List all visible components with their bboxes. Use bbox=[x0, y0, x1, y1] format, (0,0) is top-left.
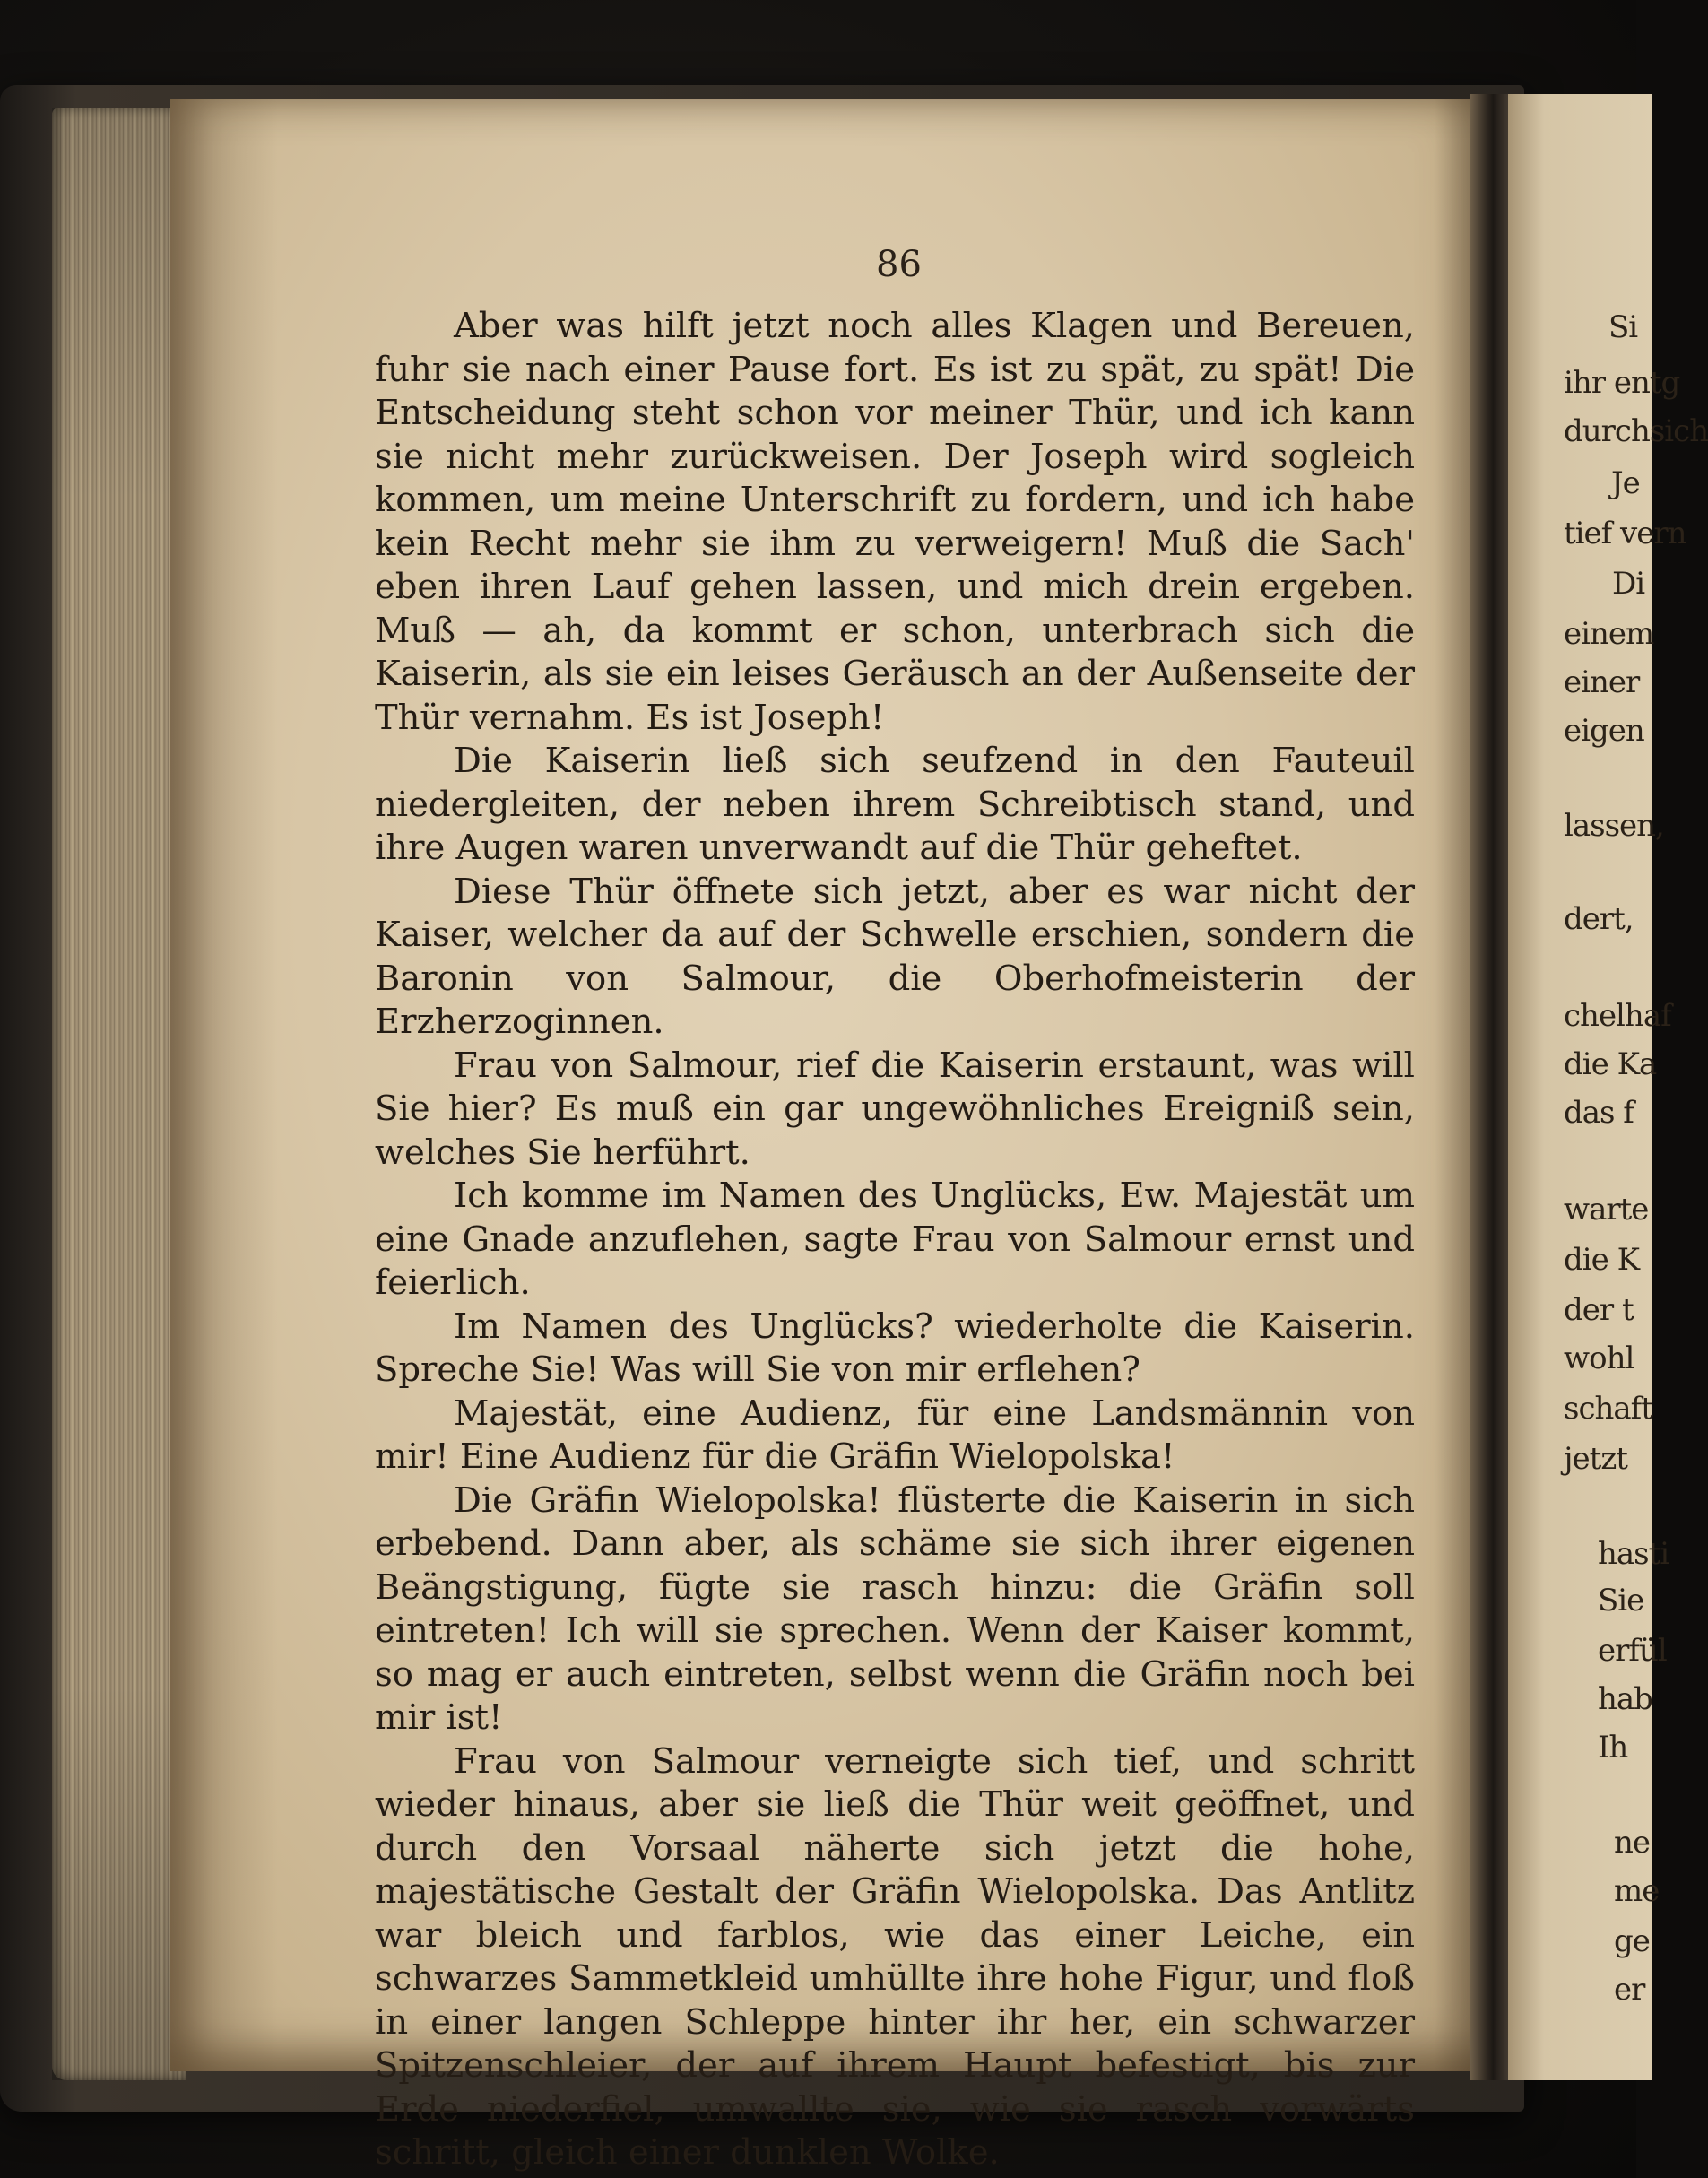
page-edges bbox=[52, 108, 186, 2080]
facing-page-fragment: er bbox=[1614, 1972, 1645, 2008]
facing-page-fragment: einer bbox=[1564, 664, 1640, 700]
facing-page-fragment: Je bbox=[1611, 465, 1640, 501]
facing-page-fragment: chelhaf bbox=[1564, 998, 1671, 1034]
facing-page-fragment: einem bbox=[1564, 616, 1654, 652]
paragraph: Die Gräfin Wielopolska! flüsterte die Kaiserin in sich erbebend. Dann aber, als schäme sie sich ihrer eigenen Beängstigung, fügte sie rasch hinzu: die Gräfin soll eintreten! Ich will sie sprechen. Wenn der Kaiser kommt, so mag er auch eintreten, selbst wenn die Gräfin noch bei mir ist! bbox=[375, 1479, 1415, 1738]
facing-page-fragment: ihr entg bbox=[1564, 365, 1680, 401]
facing-page-fragment: erfül bbox=[1598, 1633, 1667, 1669]
paragraph: Aber was hilft jetzt noch alles Klagen und Bereuen, fuhr sie nach einer Pause fort. Es ist zu spät, zu spät! Die Entscheidung steht schon vor meiner Thür, und ich kann sie nicht mehr zurückweisen. Der Joseph wird sogleich kommen, um meine Unterschrift zu fordern, und ich habe kein Recht mehr sie ihm zu verweigern! Muß die Sach' eben ihren Lauf gehen lassen, und mich drein ergeben. Muß — ah, da kommt er schon, unterbrach sich die Kaiserin, als sie ein leises Geräusch an der Außenseite der Thür vernahm. Es ist Joseph! bbox=[375, 306, 1415, 738]
facing-page-fragment: die K bbox=[1564, 1242, 1639, 1278]
facing-page-fragment: Sie bbox=[1598, 1583, 1644, 1618]
facing-page-fragment: hasti bbox=[1598, 1536, 1669, 1572]
paragraph: Ich komme im Namen des Unglücks, Ew. Majestät um eine Gnade anzuflehen, sagte Frau von Salmour ernst und feierlich. bbox=[375, 1176, 1415, 1303]
page-body-text bbox=[375, 305, 1415, 2175]
facing-page-fragment: durchsich bbox=[1564, 413, 1708, 449]
paragraph: Frau von Salmour verneigte sich tief, und schritt wieder hinaus, aber sie ließ die Thür weit geöffnet, und durch den Vorsaal näherte sich jetzt die hohe, majestätische Gestalt der Gräfin Wielopolska. Das Antlitz war bleich und farblos, wie das einer Leiche, ein schwarzes Sammetkleid umhüllte ihre hohe Figur, und floß in einer langen Schleppe hinter ihr her, ein schwarzer Spitzenschleier, der auf ihrem Haupt befestigt, bis zur Erde niederfiel, umwallte sie, wie sie rasch vorwärts schritt, gleich einer dunklen Wolke. bbox=[375, 1740, 1415, 2173]
facing-page-fragment: jetzt bbox=[1564, 1441, 1627, 1477]
facing-page-fragment: tief vern bbox=[1564, 516, 1686, 551]
facing-page-fragment: das f bbox=[1564, 1095, 1634, 1131]
facing-page-fragment: lassen, bbox=[1564, 808, 1664, 844]
facing-page-fragment: ge bbox=[1614, 1923, 1650, 1959]
paragraph: Frau von Salmour, rief die Kaiserin erstaunt, was will Sie hier? Es muß ein gar ungewöhnliches Ereigniß sein, welches Sie herführt. bbox=[375, 1045, 1415, 1173]
facing-page-fragment: me bbox=[1614, 1873, 1660, 1909]
facing-page-fragment: Ih bbox=[1598, 1730, 1628, 1766]
facing-page-fragment: hab bbox=[1598, 1681, 1652, 1717]
facing-page-fragment: die Ka bbox=[1564, 1046, 1657, 1082]
facing-page-fragment: der t bbox=[1564, 1292, 1634, 1328]
facing-page-fragment: Si bbox=[1608, 309, 1638, 345]
book-gutter bbox=[1470, 94, 1512, 2080]
paragraph: Die Kaiserin ließ sich seufzend in den Fauteuil niedergleiten, der neben ihrem Schreibtisch stand, und ihre Augen waren unverwandt auf die Thür geheftet. bbox=[375, 741, 1415, 868]
paragraph: Im Namen des Unglücks? wiederholte die Kaiserin. Spreche Sie! Was will Sie von mir erflehen? bbox=[375, 1306, 1415, 1390]
facing-page-fragment: warte bbox=[1564, 1192, 1649, 1228]
paragraph: Diese Thür öffnete sich jetzt, aber es war nicht der Kaiser, welcher da auf der Schwelle erschien, sondern die Baronin von Salmour, die Oberhofmeisterin der Erzherzoginnen. bbox=[375, 871, 1415, 1042]
facing-page-fragment: Di bbox=[1612, 566, 1645, 602]
paragraph: Majestät, eine Audienz, für eine Landsmännin von mir! Eine Audienz für die Gräfin Wielopolska! bbox=[375, 1393, 1415, 1477]
facing-page-fragment: wohl bbox=[1564, 1341, 1634, 1376]
facing-page-fragment: eigen bbox=[1564, 713, 1644, 749]
facing-page-fragment: dert, bbox=[1564, 901, 1634, 937]
facing-page-fragment: schaft bbox=[1564, 1391, 1652, 1427]
facing-page-partial bbox=[1508, 94, 1708, 2080]
facing-page-fragment: ne bbox=[1614, 1825, 1651, 1861]
page-number: 86 bbox=[876, 244, 922, 285]
